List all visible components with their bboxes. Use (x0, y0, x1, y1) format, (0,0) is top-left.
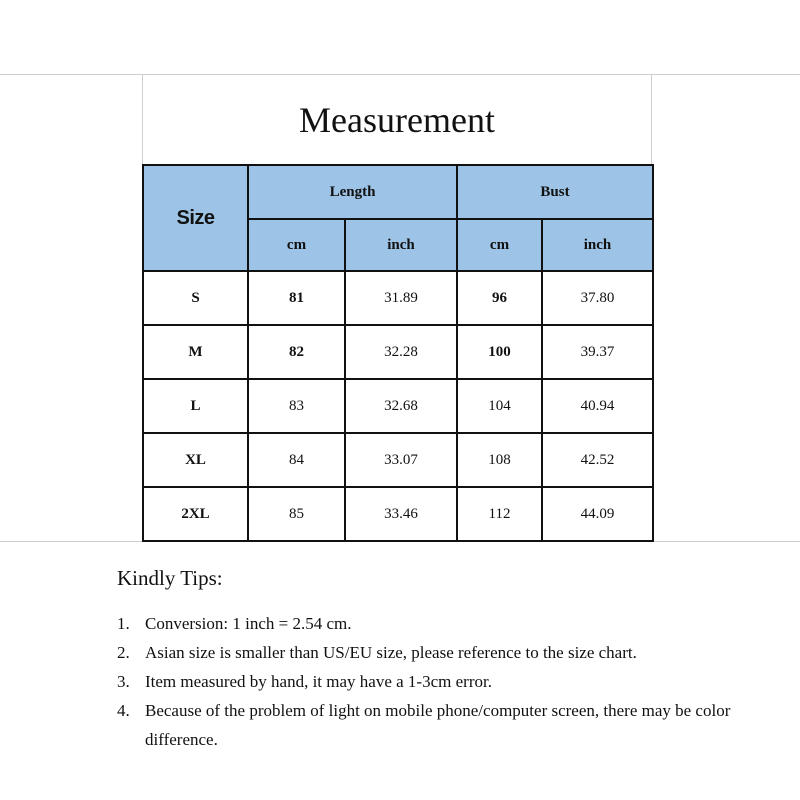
kindly-tips-section (117, 566, 777, 754)
size-chart-table (142, 164, 654, 542)
table-row (143, 271, 653, 325)
bust-inch-cell: 44.09 (542, 487, 653, 541)
tip-text: Because of the problem of light on mobile phone/computer screen, there may be color difference. (145, 701, 731, 749)
length-inch-cell: 32.68 (345, 379, 457, 433)
length-cm-cell: 84 (248, 433, 345, 487)
size-cell: XL (143, 433, 248, 487)
length-cm-cell: 81 (248, 271, 345, 325)
bust-group-header: Bust (457, 165, 653, 219)
size-cell: M (143, 325, 248, 379)
table-row (143, 487, 653, 541)
length-cm-cell: 85 (248, 487, 345, 541)
bust-inch-cell: 42.52 (542, 433, 653, 487)
bust-inch-cell: 39.37 (542, 325, 653, 379)
tip-item (117, 638, 777, 667)
table-row (143, 379, 653, 433)
tip-item (117, 696, 777, 754)
tip-text: Conversion: 1 inch = 2.54 cm. (145, 614, 352, 633)
size-cell: L (143, 379, 248, 433)
tip-item (117, 609, 777, 638)
tips-title: Kindly Tips: (117, 566, 223, 590)
tip-number: 1. (117, 614, 130, 633)
tip-number: 3. (117, 672, 130, 691)
length-group-header: Length (248, 165, 457, 219)
table-row (143, 325, 653, 379)
bust-cm-header: cm (457, 219, 542, 271)
bust-cm-cell: 104 (457, 379, 542, 433)
bust-cm-cell: 96 (457, 271, 542, 325)
tip-number: 2. (117, 643, 130, 662)
size-column-header: Size (143, 165, 248, 271)
bust-inch-header: inch (542, 219, 653, 271)
bust-inch-cell: 37.80 (542, 271, 653, 325)
length-inch-cell: 31.89 (345, 271, 457, 325)
length-inch-cell: 32.28 (345, 325, 457, 379)
bust-cm-cell: 112 (457, 487, 542, 541)
bust-inch-cell: 40.94 (542, 379, 653, 433)
bust-cm-cell: 108 (457, 433, 542, 487)
table-row (143, 433, 653, 487)
tip-text: Item measured by hand, it may have a 1-3cm error. (145, 672, 492, 691)
length-cm-cell: 83 (248, 379, 345, 433)
length-cm-cell: 82 (248, 325, 345, 379)
tip-number: 4. (117, 701, 130, 720)
size-cell: S (143, 271, 248, 325)
length-inch-cell: 33.46 (345, 487, 457, 541)
bust-cm-cell: 100 (457, 325, 542, 379)
page-title: Measurement (142, 74, 652, 164)
size-cell: 2XL (143, 487, 248, 541)
length-inch-cell: 33.07 (345, 433, 457, 487)
length-cm-header: cm (248, 219, 345, 271)
tips-list (117, 609, 777, 754)
tip-item (117, 667, 777, 696)
length-inch-header: inch (345, 219, 457, 271)
tip-text: Asian size is smaller than US/EU size, please reference to the size chart. (145, 643, 637, 662)
